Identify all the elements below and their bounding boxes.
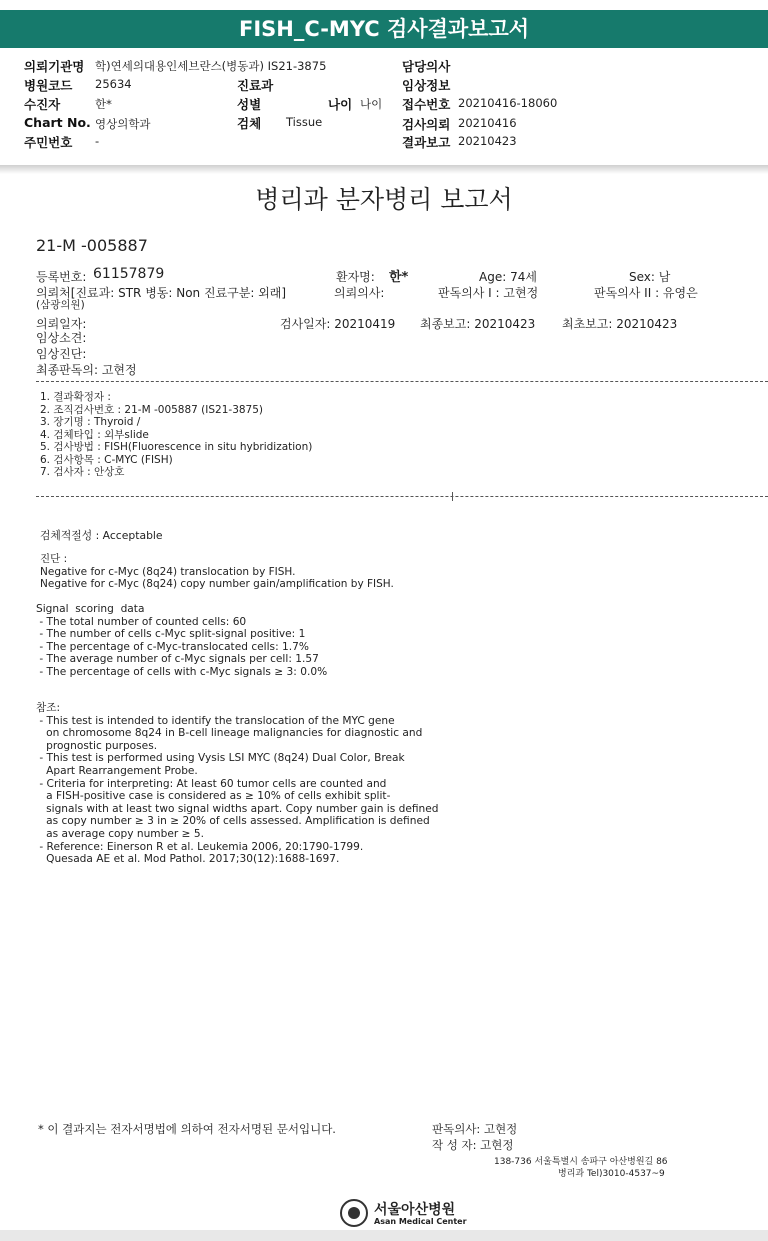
reference-line: - Criteria for interpreting: At least 60 tumor cells are counted and	[36, 777, 387, 790]
reference-line: as average copy number ≥ 5.	[36, 827, 204, 840]
logo-english: Asan Medical Center	[374, 1217, 467, 1226]
case-number: 21-M -005887	[36, 236, 148, 255]
reference-line: Apart Rearrangement Probe.	[36, 764, 198, 777]
list-item: 7. 검사자 : 안상호	[40, 466, 125, 478]
clinical-diagnosis: 임상진단:	[36, 347, 87, 361]
value-specimen: Tissue	[286, 115, 323, 129]
signal-scoring-section	[36, 603, 327, 679]
section-divider	[0, 165, 768, 174]
referral-info: 의뢰처[진료과: STR 병동: Non 진료구분: 외래]	[36, 286, 287, 300]
signal-title: Signal scoring data	[36, 603, 145, 615]
dashed-divider	[36, 381, 768, 382]
reference-line: as copy number ≥ 3 in ≥ 20% of cells assessed. Amplification is defined	[36, 815, 430, 828]
reference-line: prognostic purposes.	[36, 739, 158, 752]
e-signature-notice: * 이 결과지는 전자서명법에 의하여 전자서명된 문서입니다.	[38, 1122, 336, 1136]
label-age: 나이	[328, 97, 353, 112]
footer-reader: 판독의사: 고현정	[432, 1122, 518, 1136]
label-test-request: 검사의뢰	[402, 117, 451, 132]
reference-section	[36, 702, 438, 866]
reader-2: 판독의사 II : 유영은	[594, 286, 698, 300]
label-clinical-info: 임상정보	[402, 78, 451, 93]
reference-line: on chromosome 8q24 in B-cell lineage malignancies for diagnostic and	[36, 727, 423, 740]
footer-tel: 병리과 Tel)3010-4537~9	[558, 1169, 665, 1179]
signal-line: - The total number of counted cells: 60	[36, 615, 247, 628]
label-resident-no: 주민번호	[24, 135, 73, 150]
age: Age: 74세	[479, 270, 537, 284]
diagnosis-line: Negative for c-Myc (8q24) translocation by FISH.	[40, 565, 296, 578]
value-reception-no: 20210416-18060	[458, 96, 558, 110]
label-hospital-code: 병원코드	[24, 78, 73, 93]
list-item: 4. 검체타입 : 외부slide	[40, 428, 149, 441]
reference-line: - This test is intended to identify the translocation of the MYC gene	[36, 714, 395, 727]
referral-hospital: (삼광의원)	[36, 299, 85, 311]
value-age: 나이	[360, 97, 383, 111]
list-item: 5. 검사방법 : FISH(Fluorescence in situ hybridization)	[40, 441, 313, 453]
value-registration-no: 61157879	[93, 266, 165, 282]
referring-doctor: 의뢰의사:	[334, 286, 385, 300]
diagnosis-line: Negative for c-Myc (8q24) copy number gain/amplification by FISH.	[40, 578, 394, 590]
label-attending-doctor: 담당의사	[402, 59, 451, 74]
label-patient: 수진자	[24, 97, 61, 112]
exam-date: 검사일자: 20210419	[280, 317, 396, 331]
reference-line: - Reference: Einerson R et al. Leukemia 2006, 20:1790-1799.	[36, 840, 364, 853]
clinical-findings: 임상소견:	[36, 331, 87, 345]
value-requesting-institution: 학)연세의대용인세브란스(병동과) IS21-3875	[95, 59, 327, 73]
footer-author: 작 성 자: 고현정	[432, 1138, 514, 1152]
bottom-bar	[0, 1230, 768, 1241]
label-requesting-institution: 의뢰기관명	[24, 59, 85, 74]
request-date: 의뢰일자:	[36, 317, 87, 331]
value-patient-name: 한*	[389, 270, 409, 285]
list-item: 1. 결과확정자 :	[40, 391, 111, 403]
value-chart-no: 영상의학과	[95, 117, 151, 131]
reference-line: signals with at least two signal widths apart. Copy number gain is defined	[36, 802, 439, 815]
signal-line: - The percentage of cells with c-Myc signals ≥ 3: 0.0%	[36, 665, 328, 678]
list-item: 2. 조직검사번호 : 21-M -005887 (IS21-3875)	[40, 403, 264, 416]
final-report-date: 최종보고: 20210423	[420, 317, 536, 331]
value-result-report: 20210423	[458, 134, 517, 148]
value-test-request: 20210416	[458, 116, 517, 130]
value-resident-no: -	[95, 134, 100, 148]
report-banner-title: FISH_C-MYC 검사결과보고서	[0, 10, 768, 48]
items-list	[40, 391, 312, 479]
label-chart-no: Chart No.	[24, 115, 91, 130]
label-result-report: 결과보고	[402, 135, 451, 150]
divider-mark	[452, 492, 453, 501]
label-registration-no: 등록번호:	[36, 270, 87, 284]
signal-line: - The percentage of c-Myc-translocated cells: 1.7%	[36, 640, 309, 653]
logo-emblem-icon	[340, 1199, 368, 1227]
list-item: 3. 장기명 : Thyroid /	[40, 416, 141, 428]
value-hospital-code: 25634	[95, 77, 132, 91]
reference-line: - This test is performed using Vysis LSI MYC (8q24) Dual Color, Break	[36, 752, 405, 765]
reference-line: Quesada AE et al. Mod Pathol. 2017;30(12):1688-1697.	[36, 853, 340, 866]
label-sex: 성별	[237, 97, 262, 112]
reader-1: 판독의사 I : 고현정	[438, 286, 539, 300]
logo-korean: 서울아산병원	[374, 1202, 456, 1218]
final-reader: 최종판독의: 고현정	[36, 363, 137, 377]
dashed-divider	[36, 496, 768, 497]
value-patient: 한*	[95, 97, 112, 111]
first-report-date: 최초보고: 20210423	[562, 317, 678, 331]
report-title: 병리과 분자병리 보고서	[255, 185, 513, 214]
reference-title: 참조:	[36, 702, 61, 714]
label-specimen: 검체	[237, 116, 262, 131]
label-patient-name: 환자명:	[336, 270, 375, 284]
reference-line: a FISH-positive case is considered as ≥ 10% of cells exhibit split-	[36, 790, 391, 803]
label-reception-no: 접수번호	[402, 97, 451, 112]
label-department: 진료과	[237, 78, 274, 93]
list-item: 6. 검사항목 : C-MYC (FISH)	[40, 453, 173, 466]
sex: Sex: 남	[629, 270, 671, 284]
diagnosis-section	[40, 553, 394, 591]
specimen-adequacy: 검체적절성 : Acceptable	[40, 529, 163, 542]
signal-line: - The number of cells c-Myc split-signal positive: 1	[36, 628, 306, 641]
diagnosis-label: 진단 :	[40, 553, 68, 565]
footer-address: 138-736 서울특별시 송파구 아산병원길 86	[494, 1157, 668, 1167]
signal-line: - The average number of c-Myc signals per cell: 1.57	[36, 653, 319, 666]
